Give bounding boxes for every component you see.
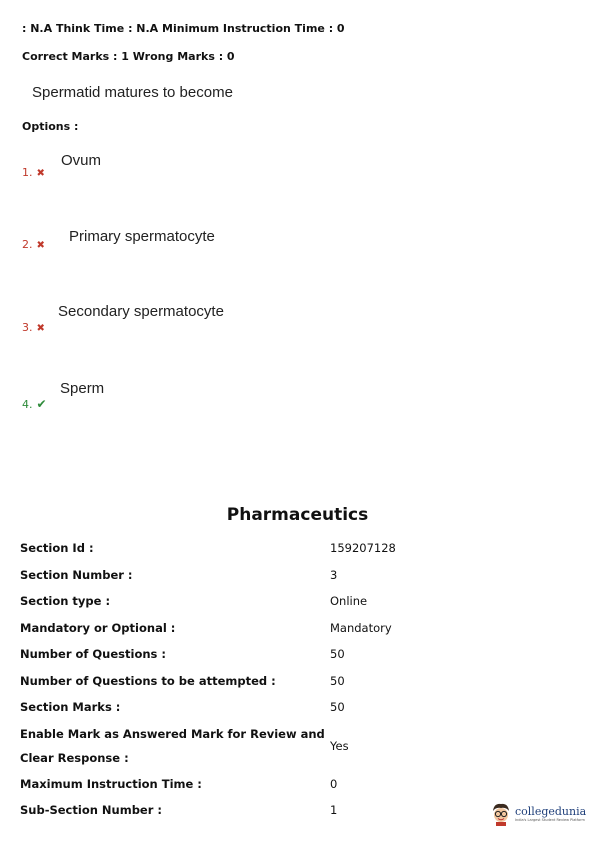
row-value: Yes [330,738,349,753]
row-key: Sub-Section Number : [20,803,163,818]
table-row [20,588,396,615]
section-details-table [20,535,396,824]
option-4-number: 4. ✔ [22,397,47,411]
row-key: Number of Questions to be attempted : [20,673,276,688]
question-meta-marks: Correct Marks : 1 Wrong Marks : 0 [22,50,235,63]
table-row [20,694,396,721]
option-3-number: 3. ✖ [22,321,45,334]
row-value: 50 [330,647,345,662]
table-row [20,641,396,668]
option-2-text: Primary spermatocyte [69,228,215,245]
row-key: Maximum Instruction Time : [20,776,202,791]
wrong-cross-icon: ✖ [36,240,45,251]
table-row [20,615,396,642]
row-key: Number of Questions : [20,647,166,662]
row-value: Online [330,594,368,609]
table-row [20,535,396,562]
question-text: Spermatid matures to become [32,84,233,101]
option-1-number: 1. ✖ [22,166,45,179]
table-row [20,797,396,824]
row-key: Section Id : [20,541,94,556]
wrong-cross-icon: ✖ [36,168,45,179]
option-4-text: Sperm [60,380,105,397]
table-row [20,668,396,695]
row-key: Section Marks : [20,700,121,715]
question-meta-time: : N.A Think Time : N.A Minimum Instruction Time : 0 [22,22,345,35]
row-key: Section Number : [20,567,133,582]
row-value: 159207128 [330,541,396,556]
row-key: Mandatory or Optional : [20,620,176,635]
option-3-text: Secondary spermatocyte [58,303,224,320]
table-row [20,721,396,771]
row-value: 1 [330,803,338,818]
collegedunia-logo [490,802,586,826]
mascot-icon [490,802,512,826]
options-label: Options : [22,120,79,133]
row-value: 50 [330,673,345,688]
logo-tagline: India's Largest Student Review Platform [515,818,585,822]
logo-name: collegedunia [515,805,587,818]
correct-check-icon: ✔ [36,397,47,411]
row-value: 0 [330,776,338,791]
row-value: 50 [330,700,345,715]
option-2-number: 2. ✖ [22,238,45,251]
row-key: Section type : [20,594,111,609]
wrong-cross-icon: ✖ [36,323,45,334]
table-row [20,562,396,589]
option-1-text: Ovum [61,152,102,169]
row-value: 3 [330,567,338,582]
table-row [20,771,396,798]
row-key: Enable Mark as Answered Mark for Review and Clear Response : [20,726,325,765]
row-value: Mandatory [330,620,392,635]
section-title: Pharmaceutics [226,505,369,525]
